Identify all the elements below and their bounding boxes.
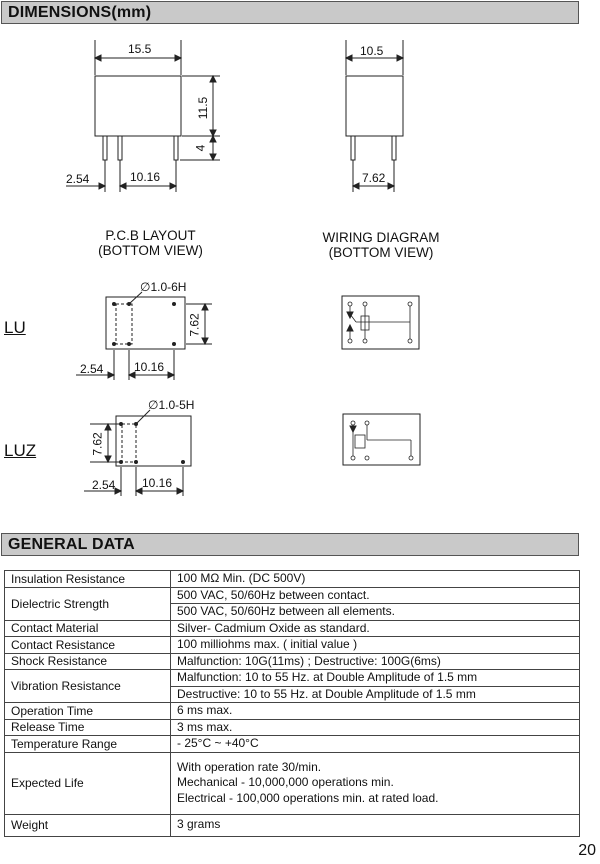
pcb-layout-title-line2: (BOTTOM VIEW) bbox=[98, 243, 203, 258]
general-data-header bbox=[1, 533, 579, 556]
dimensions-title: DIMENSIONS(mm) bbox=[8, 4, 152, 21]
lu-dim-right-label: 10.16 bbox=[134, 360, 165, 374]
pcb-layout-title-line1: P.C.B LAYOUT bbox=[105, 228, 196, 243]
side-view-body bbox=[346, 76, 403, 136]
row-label: Contact Resistance bbox=[5, 637, 171, 654]
lu-wiring-outline bbox=[342, 296, 419, 349]
general-data-table bbox=[4, 570, 580, 837]
row-value: Silver- Cadmium Oxide as standard. bbox=[171, 620, 580, 637]
luz-hole-label: ∅1.0-5H bbox=[148, 398, 195, 412]
luz-height-label: 7.62 bbox=[90, 432, 105, 456]
row-label: Release Time bbox=[5, 719, 171, 736]
front-view-body bbox=[95, 76, 181, 136]
front-pin bbox=[103, 136, 107, 160]
page-number: 20 bbox=[578, 842, 596, 859]
lu-hole-label: ∅1.0-6H bbox=[140, 280, 187, 294]
table-row bbox=[5, 587, 580, 620]
row-value-line: With operation rate 30/min. bbox=[177, 759, 322, 774]
table-row bbox=[5, 703, 580, 720]
row-label: Contact Material bbox=[5, 620, 171, 637]
lu-dim-left-label: 2.54 bbox=[80, 362, 104, 376]
table-row bbox=[5, 637, 580, 654]
side-pin-spacing-label: 7.62 bbox=[362, 171, 386, 185]
row-value-line: 500 VAC, 50/60Hz between all elements. bbox=[171, 603, 579, 620]
table-row bbox=[5, 814, 580, 836]
lu-label: LU bbox=[4, 318, 26, 337]
side-pin bbox=[351, 136, 355, 160]
table-row bbox=[5, 653, 580, 670]
pin-pitch-left-label: 2.54 bbox=[66, 172, 90, 186]
row-value bbox=[171, 670, 580, 703]
row-value: - 25°C ~ +40°C bbox=[171, 736, 580, 753]
row-value: Malfunction: 10G(11ms) ; Destructive: 100G(6ms) bbox=[171, 653, 580, 670]
row-value-line: 500 VAC, 50/60Hz between contact. bbox=[177, 587, 370, 602]
luz-label: LUZ bbox=[4, 441, 37, 460]
row-label: Dielectric Strength bbox=[5, 587, 171, 620]
row-label: Temperature Range bbox=[5, 736, 171, 753]
front-width-label: 15.5 bbox=[128, 42, 152, 56]
row-value-line: Electrical - 100,000 operations min. at rated load. bbox=[177, 790, 439, 805]
row-value-line: Malfunction: 10 to 55 Hz. at Double Amplitude of 1.5 mm bbox=[177, 670, 478, 684]
table-row bbox=[5, 719, 580, 736]
luz-dim-right-label: 10.16 bbox=[142, 476, 173, 490]
row-value-line: Mechanical - 10,000,000 operations min. bbox=[177, 775, 394, 790]
pcb-layout-title bbox=[88, 228, 213, 258]
side-width-label: 10.5 bbox=[360, 44, 384, 58]
table-row bbox=[5, 620, 580, 637]
row-value-line: Destructive: 10 to 55 Hz. at Double Amplitude of 1.5 mm bbox=[171, 686, 579, 703]
row-label: Operation Time bbox=[5, 703, 171, 720]
row-label: Shock Resistance bbox=[5, 653, 171, 670]
row-value bbox=[171, 752, 580, 814]
row-label: Expected Life bbox=[5, 752, 171, 814]
row-value: 100 MΩ Min. (DC 500V) bbox=[171, 571, 580, 588]
row-value: 6 ms max. bbox=[171, 703, 580, 720]
pin-pitch-right-label: 10.16 bbox=[130, 170, 161, 184]
row-value: 100 milliohms max. ( initial value ) bbox=[171, 637, 580, 654]
wiring-title-line1: WIRING DIAGRAM bbox=[322, 230, 440, 245]
front-height-label: 11.5 bbox=[196, 96, 211, 120]
table-row bbox=[5, 736, 580, 753]
pin-length-label: 4 bbox=[193, 144, 208, 152]
table-row bbox=[5, 670, 580, 703]
table-row bbox=[5, 571, 580, 588]
front-pin bbox=[118, 136, 122, 160]
side-pin bbox=[392, 136, 396, 160]
row-value bbox=[171, 587, 580, 620]
wiring-title-line2: (BOTTOM VIEW) bbox=[328, 245, 434, 260]
row-label: Insulation Resistance bbox=[5, 571, 171, 588]
row-value: 3 grams bbox=[171, 814, 580, 836]
front-pin bbox=[174, 136, 178, 160]
row-label: Weight bbox=[5, 814, 171, 836]
wiring-diagram-title bbox=[316, 230, 446, 260]
row-value: 3 ms max. bbox=[171, 719, 580, 736]
luz-dim-left-label: 2.54 bbox=[92, 478, 116, 492]
lu-height-label: 7.62 bbox=[187, 313, 202, 337]
row-label: Vibration Resistance bbox=[5, 670, 171, 703]
general-data-title: GENERAL DATA bbox=[8, 536, 135, 553]
table-row bbox=[5, 752, 580, 814]
